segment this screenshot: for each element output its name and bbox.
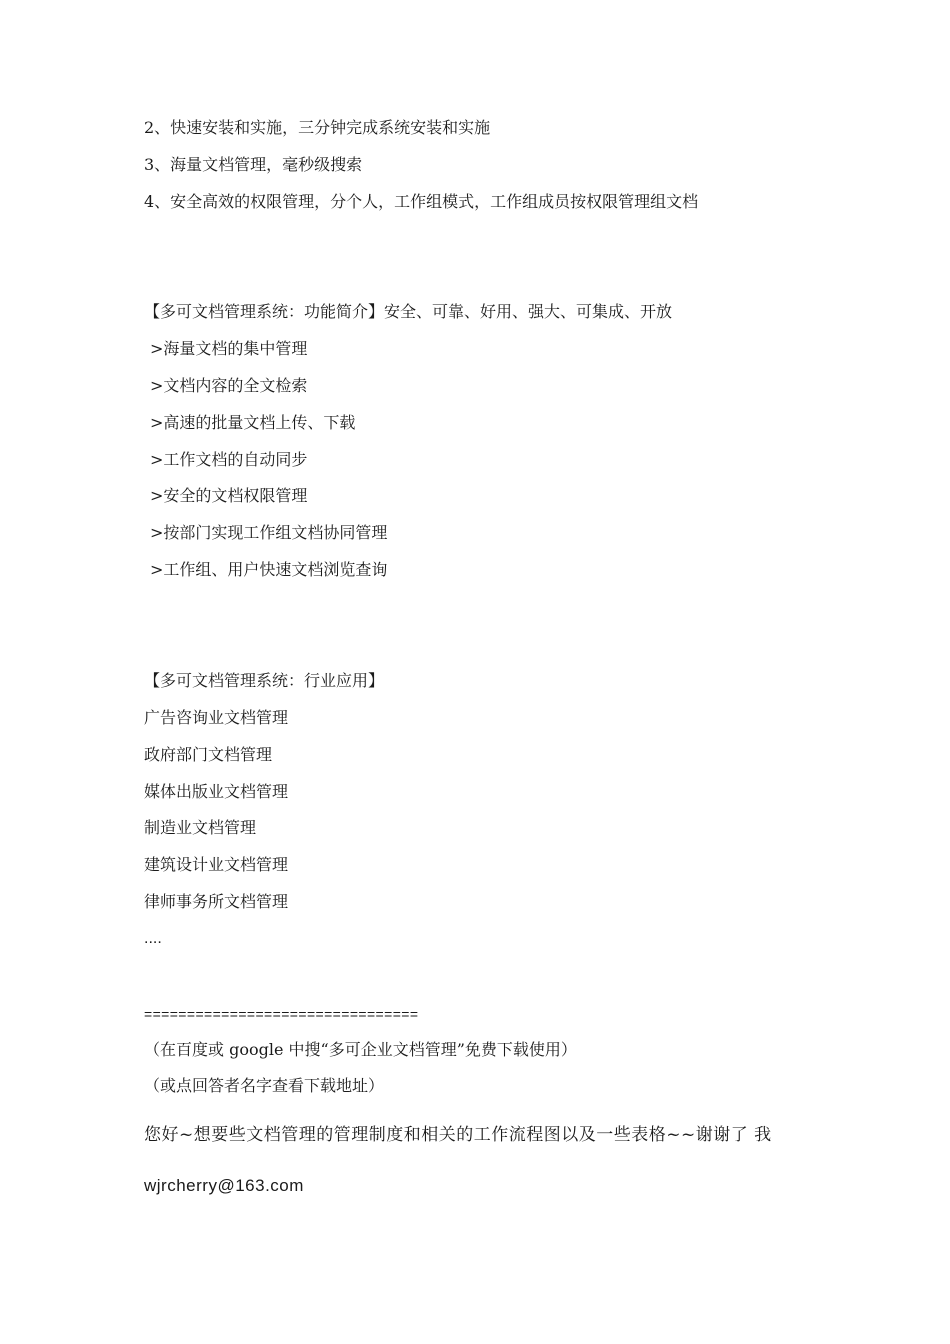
industry-item: 律师事务所文档管理	[144, 892, 289, 911]
industry-item: 广告咨询业文档管理	[144, 708, 289, 727]
separator: ================================	[144, 1006, 419, 1022]
industries-heading: 【多可文档管理系统：行业应用】	[144, 671, 385, 690]
feature-item: >海量文档的集中管理	[150, 339, 308, 358]
industry-item: 建筑设计业文档管理	[144, 855, 289, 874]
industry-item: 制造业文档管理	[144, 818, 257, 837]
question-text: 您好~想要些文档管理的管理制度和相关的工作流程图以及一些表格~~谢谢了 我	[144, 1125, 772, 1145]
intro-point-2: 2、快速安装和实施，三分钟完成系统安装和实施	[144, 118, 491, 137]
intro-point-4: 4、安全高效的权限管理，分个人，工作组模式，工作组成员按权限管理组文档	[144, 192, 699, 211]
download-note: （在百度或 google 中搜“多可企业文档管理”免费下载使用）	[144, 1040, 577, 1059]
intro-point-3: 3、海量文档管理，毫秒级搜索	[144, 155, 363, 174]
features-heading: 【多可文档管理系统：功能简介】安全、可靠、好用、强大、可集成、开放	[144, 302, 673, 321]
industries-ellipsis: ....	[144, 930, 162, 947]
email-address: wjrcherry@163.com	[144, 1176, 304, 1195]
feature-item: >按部门实现工作组文档协同管理	[150, 523, 388, 542]
industry-item: 媒体出版业文档管理	[144, 782, 289, 801]
download-address-note: （或点回答者名字查看下载地址）	[144, 1076, 385, 1095]
feature-item: >高速的批量文档上传、下载	[150, 413, 356, 432]
feature-item: >工作组、用户快速文档浏览查询	[150, 560, 388, 579]
feature-item: >安全的文档权限管理	[150, 486, 308, 505]
industry-item: 政府部门文档管理	[144, 745, 273, 764]
feature-item: >文档内容的全文检索	[150, 376, 308, 395]
feature-item: >工作文档的自动同步	[150, 450, 308, 469]
